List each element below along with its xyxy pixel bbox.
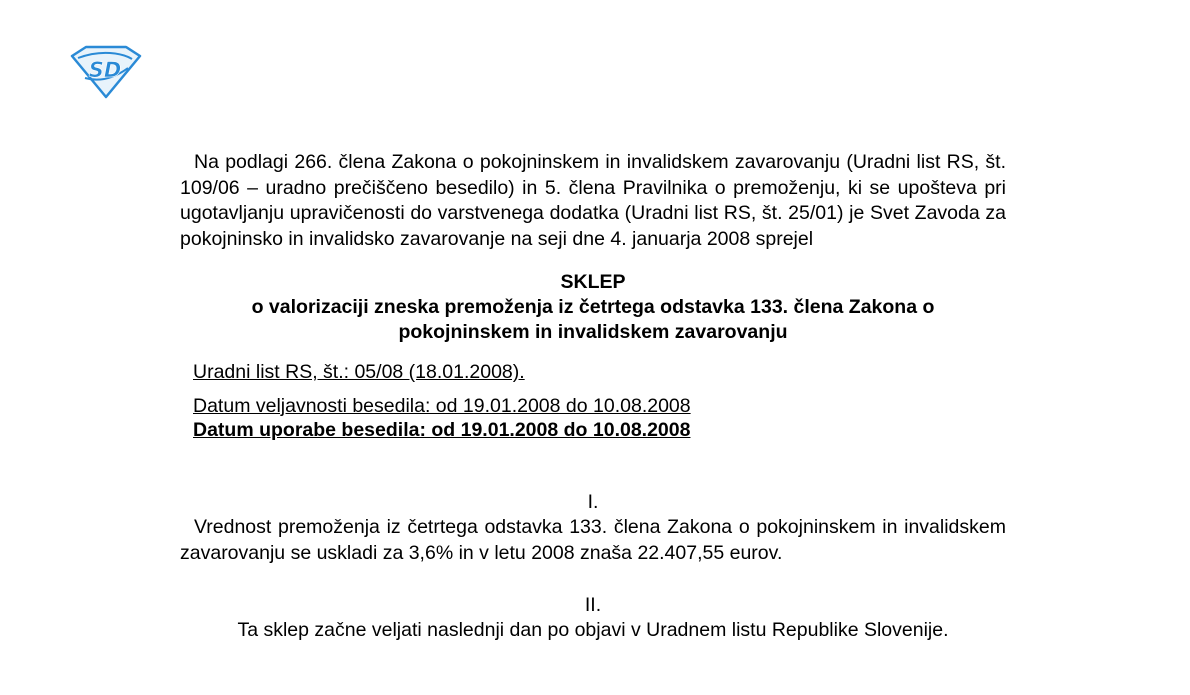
- logo-text: SD: [88, 58, 122, 82]
- publication-meta: [193, 360, 1006, 442]
- sd-logo: [70, 44, 142, 100]
- article-2-number: II.: [584, 594, 602, 616]
- title-subtitle: o valorizaciji zneska premoženja iz četrtega odstavka 133. člena Zakona o pokojninskem in invalidskem zavarovanju: [251, 296, 935, 343]
- sd-shield-icon: [70, 44, 142, 100]
- article-1-number: I.: [587, 491, 599, 513]
- gazette-reference: Uradni list RS, št.: 05/08 (18.01.2008).: [193, 361, 525, 383]
- intro-paragraph: Na podlagi 266. člena Zakona o pokojninskem in invalidskem zavarovanju (Uradni list RS, št. 109/06 – uradno prečiščeno besedilo) in 5. člena Pravilnika o premoženju, ki se upošteva pri ugotavljanju upravičenosti do varstvenega dodatka (Uradni list RS, št. 25/01) je Svet Zavoda za pokojninsko in invalidsko zavarovanje na seji dne 4. januarja 2008 sprejel: [180, 151, 1006, 250]
- title-heading: SKLEP: [560, 271, 626, 293]
- decision-title: [180, 270, 1006, 345]
- validity-date: Datum veljavnosti besedila: od 19.01.2008 do 10.08.2008: [193, 395, 691, 417]
- article-1-text: Vrednost premoženja iz četrtega odstavka 133. člena Zakona o pokojninskem in invalidskem zavarovanju se uskladi za 3,6% in v letu 2008 znaša 22.407,55 eurov.: [180, 516, 1006, 564]
- application-date: Datum uporabe besedila: od 19.01.2008 do 10.08.2008: [193, 419, 691, 441]
- document-body: [180, 150, 1006, 644]
- article-2-text: Ta sklep začne veljati naslednji dan po objavi v Uradnem listu Republike Slovenije.: [237, 619, 949, 641]
